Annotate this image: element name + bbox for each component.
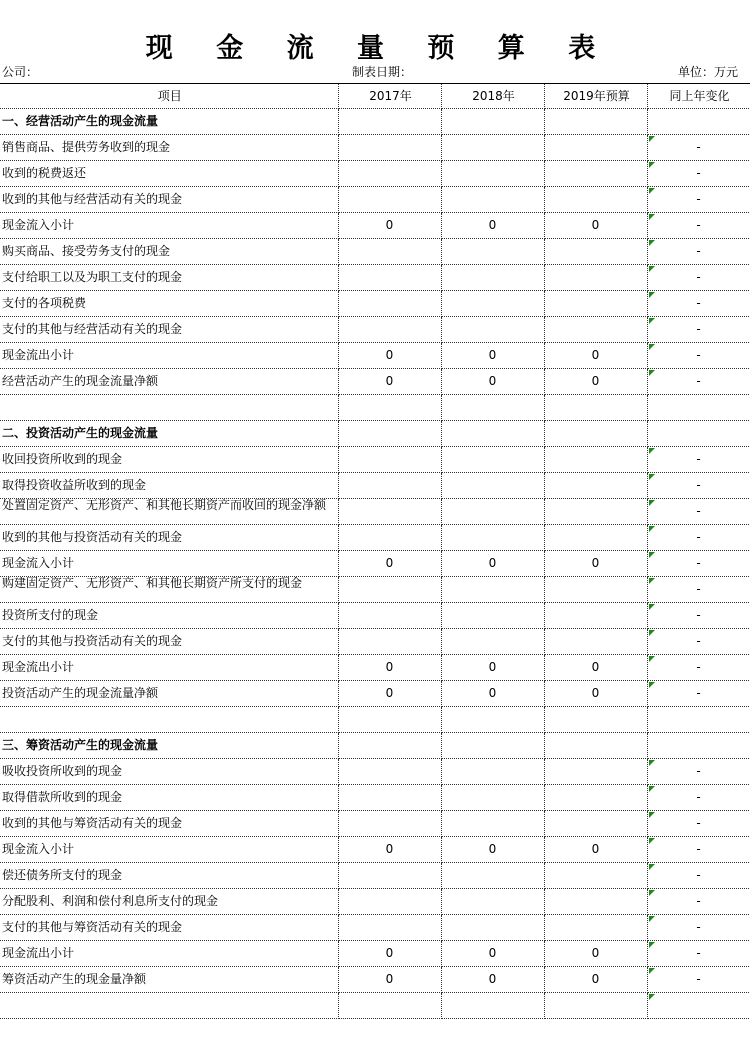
change-cell[interactable] [647, 551, 750, 577]
header-row [0, 84, 750, 109]
item-cell[interactable]: 投资所支付的现金 [0, 603, 338, 629]
value-2018-cell[interactable] [441, 603, 544, 629]
change-cell[interactable] [647, 967, 750, 993]
change-cell[interactable] [647, 343, 750, 369]
value-2019-budget-cell[interactable]: 0 [544, 369, 647, 395]
error-indicator-icon [649, 500, 655, 506]
table-row [0, 863, 750, 889]
error-indicator-icon [649, 474, 655, 480]
value-2017-cell[interactable]: 0 [338, 837, 441, 863]
value-2017-cell[interactable]: 0 [338, 941, 441, 967]
value-2018-cell[interactable] [441, 395, 544, 421]
item-cell[interactable]: 支付的其他与经营活动有关的现金 [0, 317, 338, 343]
item-cell[interactable]: 收到的其他与投资活动有关的现金 [0, 525, 338, 551]
blank-row [0, 993, 750, 1019]
change-value: - [696, 374, 701, 388]
company-label: 公司： [2, 65, 39, 79]
error-indicator-icon [649, 526, 655, 532]
value-2019-budget-cell[interactable]: 0 [544, 837, 647, 863]
change-value: - [696, 842, 701, 856]
value-2018-cell[interactable]: 0 [441, 343, 544, 369]
value-2018-cell[interactable]: 0 [441, 213, 544, 239]
value-2017-cell[interactable] [338, 525, 441, 551]
value-2018-cell[interactable] [441, 499, 544, 525]
table-row [0, 681, 750, 707]
value-2017-cell[interactable] [338, 785, 441, 811]
value-2017-cell[interactable] [338, 733, 441, 759]
value-2017-cell[interactable] [338, 473, 441, 499]
table-row [0, 889, 750, 915]
value-2018-cell[interactable]: 0 [441, 655, 544, 681]
item-cell[interactable]: 现金流出小计 [0, 655, 338, 681]
change-value: - [696, 972, 701, 986]
value-2018-cell[interactable]: 0 [441, 941, 544, 967]
value-2019-budget-cell[interactable] [544, 603, 647, 629]
value-2017-cell[interactable] [338, 447, 441, 473]
item-cell[interactable]: 支付的其他与投资活动有关的现金 [0, 629, 338, 655]
change-cell[interactable] [647, 681, 750, 707]
change-value: - [696, 686, 701, 700]
value-2017-cell[interactable] [338, 993, 441, 1019]
change-cell[interactable] [647, 759, 750, 785]
error-indicator-icon [649, 760, 655, 766]
change-value: - [696, 192, 701, 206]
value-2018-cell[interactable] [441, 785, 544, 811]
item-cell[interactable]: 现金流入小计 [0, 213, 338, 239]
item-cell[interactable]: 现金流入小计 [0, 551, 338, 577]
value-2017-cell[interactable] [338, 603, 441, 629]
table-row [0, 655, 750, 681]
change-value: - [696, 920, 701, 934]
value-2018-cell[interactable]: 0 [441, 837, 544, 863]
item-cell[interactable]: 现金流出小计 [0, 941, 338, 967]
change-cell[interactable] [647, 629, 750, 655]
item-cell[interactable] [0, 707, 338, 733]
value-2018-cell[interactable] [441, 863, 544, 889]
value-2018-cell[interactable] [441, 707, 544, 733]
section-heading-cell[interactable]: 一、经营活动产生的现金流量 [0, 109, 338, 135]
value-2017-cell[interactable] [338, 265, 441, 291]
item-cell[interactable]: 销售商品、提供劳务收到的现金 [0, 135, 338, 161]
value-2019-budget-cell[interactable] [544, 447, 647, 473]
value-2019-budget-cell[interactable] [544, 759, 647, 785]
change-value: - [696, 530, 701, 544]
error-indicator-icon [649, 214, 655, 220]
table-row [0, 577, 750, 603]
value-2017-cell[interactable]: 0 [338, 655, 441, 681]
value-2017-cell[interactable] [338, 577, 441, 603]
change-cell[interactable] [647, 577, 750, 603]
change-value: - [696, 140, 701, 154]
table-row [0, 499, 750, 525]
change-cell[interactable] [647, 473, 750, 499]
header-change[interactable]: 同上年变化 [647, 84, 750, 109]
value-2019-budget-cell[interactable]: 0 [544, 551, 647, 577]
value-2017-cell[interactable] [338, 109, 441, 135]
error-indicator-icon [649, 864, 655, 870]
error-indicator-icon [649, 942, 655, 948]
table-row [0, 291, 750, 317]
change-cell[interactable] [647, 213, 750, 239]
blank-row [0, 395, 750, 421]
change-cell[interactable] [647, 239, 750, 265]
change-cell[interactable] [647, 499, 750, 525]
table-row [0, 629, 750, 655]
value-2018-cell[interactable] [441, 265, 544, 291]
value-2019-budget-cell[interactable] [544, 863, 647, 889]
value-2017-cell[interactable]: 0 [338, 213, 441, 239]
item-cell[interactable]: 取得投资收益所收到的现金 [0, 473, 338, 499]
table-row [0, 265, 750, 291]
value-2018-cell[interactable] [441, 889, 544, 915]
change-cell[interactable] [647, 993, 750, 1019]
table-row [0, 603, 750, 629]
error-indicator-icon [649, 786, 655, 792]
change-cell[interactable] [647, 863, 750, 889]
item-cell[interactable]: 收到的其他与经营活动有关的现金 [0, 187, 338, 213]
change-cell[interactable] [647, 161, 750, 187]
value-2018-cell[interactable] [441, 473, 544, 499]
item-cell[interactable]: 收回投资所收到的现金 [0, 447, 338, 473]
value-2017-cell[interactable]: 0 [338, 681, 441, 707]
change-value: - [696, 322, 701, 336]
item-cell[interactable]: 分配股利、利润和偿付利息所支付的现金 [0, 889, 338, 915]
item-cell[interactable]: 收到的税费返还 [0, 161, 338, 187]
table-row [0, 369, 750, 395]
item-cell[interactable] [0, 993, 338, 1019]
value-2019-budget-cell[interactable] [544, 135, 647, 161]
value-2018-cell[interactable]: 0 [441, 681, 544, 707]
change-cell[interactable] [647, 733, 750, 759]
change-cell[interactable] [647, 135, 750, 161]
change-value: - [696, 946, 701, 960]
value-2017-cell[interactable] [338, 317, 441, 343]
value-2017-cell[interactable] [338, 889, 441, 915]
error-indicator-icon [649, 630, 655, 636]
value-2018-cell[interactable]: 0 [441, 551, 544, 577]
value-2019-budget-cell[interactable] [544, 707, 647, 733]
value-2018-cell[interactable]: 0 [441, 369, 544, 395]
error-indicator-icon [649, 890, 655, 896]
item-cell[interactable]: 取得借款所收到的现金 [0, 785, 338, 811]
table-row [0, 213, 750, 239]
error-indicator-icon [649, 656, 655, 662]
change-cell[interactable] [647, 603, 750, 629]
error-indicator-icon [649, 292, 655, 298]
item-cell[interactable] [0, 395, 338, 421]
item-cell[interactable]: 支付的各项税费 [0, 291, 338, 317]
item-cell[interactable]: 支付给职工以及为职工支付的现金 [0, 265, 338, 291]
change-value: - [696, 608, 701, 622]
error-indicator-icon [649, 266, 655, 272]
value-2019-budget-cell[interactable] [544, 473, 647, 499]
value-2018-cell[interactable] [441, 109, 544, 135]
table-row [0, 135, 750, 161]
section-heading-cell[interactable]: 二、投资活动产生的现金流量 [0, 421, 338, 447]
value-2018-cell[interactable] [441, 577, 544, 603]
change-value: - [696, 478, 701, 492]
error-indicator-icon [649, 240, 655, 246]
error-indicator-icon [649, 370, 655, 376]
value-2019-budget-cell[interactable]: 0 [544, 967, 647, 993]
value-2017-cell[interactable] [338, 811, 441, 837]
error-indicator-icon [649, 968, 655, 974]
change-value: - [696, 452, 701, 466]
table-row [0, 915, 750, 941]
value-2018-cell[interactable] [441, 161, 544, 187]
value-2017-cell[interactable] [338, 161, 441, 187]
value-2019-budget-cell[interactable]: 0 [544, 941, 647, 967]
section-heading-cell[interactable]: 三、筹资活动产生的现金流量 [0, 733, 338, 759]
value-2017-cell[interactable] [338, 759, 441, 785]
change-cell[interactable] [647, 421, 750, 447]
change-value: - [696, 868, 701, 882]
value-2018-cell[interactable] [441, 291, 544, 317]
value-2019-budget-cell[interactable]: 0 [544, 681, 647, 707]
change-cell[interactable] [647, 317, 750, 343]
value-2019-budget-cell[interactable] [544, 239, 647, 265]
change-cell[interactable] [647, 889, 750, 915]
change-value: - [696, 556, 701, 570]
error-indicator-icon [649, 162, 655, 168]
value-2019-budget-cell[interactable] [544, 317, 647, 343]
change-value: - [696, 166, 701, 180]
error-indicator-icon [649, 994, 655, 1000]
item-cell[interactable]: 购建固定资产、无形资产、和其他长期资产所支付的现金 [0, 577, 338, 603]
change-cell[interactable] [647, 837, 750, 863]
value-2017-cell[interactable] [338, 187, 441, 213]
change-cell[interactable] [647, 707, 750, 733]
table-row [0, 473, 750, 499]
value-2018-cell[interactable] [441, 759, 544, 785]
value-2019-budget-cell[interactable] [544, 109, 647, 135]
change-value: - [696, 244, 701, 258]
table-row [0, 837, 750, 863]
value-2019-budget-cell[interactable] [544, 421, 647, 447]
value-2017-cell[interactable]: 0 [338, 551, 441, 577]
date-label: 制表日期： [352, 65, 413, 79]
table-row [0, 317, 750, 343]
table-row [0, 811, 750, 837]
change-cell[interactable] [647, 811, 750, 837]
change-value: - [696, 894, 701, 908]
item-cell[interactable]: 投资活动产生的现金流量净额 [0, 681, 338, 707]
error-indicator-icon [649, 344, 655, 350]
value-2019-budget-cell[interactable] [544, 889, 647, 915]
change-value: - [696, 296, 701, 310]
header-2017[interactable]: 2017年 [338, 84, 441, 109]
change-cell[interactable] [647, 265, 750, 291]
error-indicator-icon [649, 136, 655, 142]
error-indicator-icon [649, 188, 655, 194]
value-2019-budget-cell[interactable] [544, 993, 647, 1019]
value-2019-budget-cell[interactable] [544, 499, 647, 525]
value-2019-budget-cell[interactable] [544, 785, 647, 811]
change-value: - [696, 218, 701, 232]
table-row [0, 525, 750, 551]
item-cell[interactable]: 收到的其他与筹资活动有关的现金 [0, 811, 338, 837]
error-indicator-icon [649, 916, 655, 922]
value-2018-cell[interactable] [441, 811, 544, 837]
value-2018-cell[interactable] [441, 525, 544, 551]
value-2017-cell[interactable]: 0 [338, 343, 441, 369]
change-value: - [696, 790, 701, 804]
error-indicator-icon [649, 448, 655, 454]
section-row [0, 421, 750, 447]
value-2019-budget-cell[interactable] [544, 525, 647, 551]
change-cell[interactable] [647, 369, 750, 395]
change-value: - [696, 764, 701, 778]
value-2019-budget-cell[interactable] [544, 577, 647, 603]
blank-row [0, 707, 750, 733]
table-row [0, 551, 750, 577]
value-2017-cell[interactable] [338, 499, 441, 525]
error-indicator-icon [649, 812, 655, 818]
item-cell[interactable]: 购买商品、接受劳务支付的现金 [0, 239, 338, 265]
item-cell[interactable]: 吸收投资所收到的现金 [0, 759, 338, 785]
value-2017-cell[interactable]: 0 [338, 967, 441, 993]
value-2018-cell[interactable] [441, 135, 544, 161]
error-indicator-icon [649, 682, 655, 688]
error-indicator-icon [649, 552, 655, 558]
table-row [0, 447, 750, 473]
item-cell[interactable]: 偿还债务所支付的现金 [0, 863, 338, 889]
table-row [0, 161, 750, 187]
value-2019-budget-cell[interactable] [544, 161, 647, 187]
table-row [0, 967, 750, 993]
item-cell[interactable]: 经营活动产生的现金流量净额 [0, 369, 338, 395]
change-value: - [696, 270, 701, 284]
sheet-title: 现 金 流 量 预 算 表 [145, 33, 613, 64]
change-cell[interactable] [647, 109, 750, 135]
change-value: - [696, 348, 701, 362]
value-2019-budget-cell[interactable] [544, 265, 647, 291]
value-2019-budget-cell[interactable]: 0 [544, 655, 647, 681]
change-value: - [696, 660, 701, 674]
value-2018-cell[interactable] [441, 317, 544, 343]
change-cell[interactable] [647, 785, 750, 811]
value-2019-budget-cell[interactable] [544, 629, 647, 655]
error-indicator-icon [649, 318, 655, 324]
value-2019-budget-cell[interactable] [544, 187, 647, 213]
error-indicator-icon [649, 838, 655, 844]
table-row [0, 759, 750, 785]
value-2019-budget-cell[interactable] [544, 811, 647, 837]
value-2017-cell[interactable] [338, 915, 441, 941]
item-cell[interactable]: 现金流出小计 [0, 343, 338, 369]
change-cell[interactable] [647, 187, 750, 213]
header-2018[interactable]: 2018年 [441, 84, 544, 109]
value-2017-cell[interactable] [338, 395, 441, 421]
value-2017-cell[interactable] [338, 239, 441, 265]
value-2017-cell[interactable] [338, 863, 441, 889]
value-2018-cell[interactable] [441, 915, 544, 941]
value-2019-budget-cell[interactable] [544, 395, 647, 421]
value-2017-cell[interactable] [338, 291, 441, 317]
value-2018-cell[interactable]: 0 [441, 967, 544, 993]
change-value: - [696, 816, 701, 830]
value-2018-cell[interactable] [441, 733, 544, 759]
change-value: - [696, 582, 701, 596]
value-2018-cell[interactable] [441, 629, 544, 655]
value-2019-budget-cell[interactable] [544, 291, 647, 317]
section-row [0, 109, 750, 135]
error-indicator-icon [649, 604, 655, 610]
table-row [0, 239, 750, 265]
item-cell[interactable]: 筹资活动产生的现金量净额 [0, 967, 338, 993]
change-cell[interactable] [647, 395, 750, 421]
value-2018-cell[interactable] [441, 993, 544, 1019]
value-2017-cell[interactable] [338, 629, 441, 655]
header-item[interactable]: 项目 [0, 84, 338, 109]
item-cell[interactable]: 现金流入小计 [0, 837, 338, 863]
value-2018-cell[interactable] [441, 239, 544, 265]
error-indicator-icon [649, 578, 655, 584]
change-cell[interactable] [647, 655, 750, 681]
value-2019-budget-cell[interactable]: 0 [544, 343, 647, 369]
value-2019-budget-cell[interactable]: 0 [544, 213, 647, 239]
change-value: - [696, 504, 701, 518]
value-2018-cell[interactable] [441, 421, 544, 447]
change-cell[interactable] [647, 941, 750, 967]
item-cell[interactable]: 支付的其他与筹资活动有关的现金 [0, 915, 338, 941]
change-cell[interactable] [647, 525, 750, 551]
change-cell[interactable] [647, 447, 750, 473]
unit-label: 单位：万元 [677, 65, 738, 79]
item-cell[interactable]: 处置固定资产、无形资产、和其他长期资产而收回的现金净额 [0, 499, 338, 525]
value-2018-cell[interactable] [441, 447, 544, 473]
value-2017-cell[interactable] [338, 135, 441, 161]
value-2017-cell[interactable]: 0 [338, 369, 441, 395]
value-2019-budget-cell[interactable] [544, 733, 647, 759]
value-2018-cell[interactable] [441, 187, 544, 213]
cash-flow-table [0, 84, 750, 1019]
change-cell[interactable] [647, 915, 750, 941]
change-value: - [696, 634, 701, 648]
value-2019-budget-cell[interactable] [544, 915, 647, 941]
table-row [0, 941, 750, 967]
header-2019-budget[interactable]: 2019年预算 [544, 84, 647, 109]
table-row [0, 785, 750, 811]
value-2017-cell[interactable] [338, 421, 441, 447]
section-row [0, 733, 750, 759]
table-row [0, 187, 750, 213]
value-2017-cell[interactable] [338, 707, 441, 733]
change-cell[interactable] [647, 291, 750, 317]
table-row [0, 343, 750, 369]
